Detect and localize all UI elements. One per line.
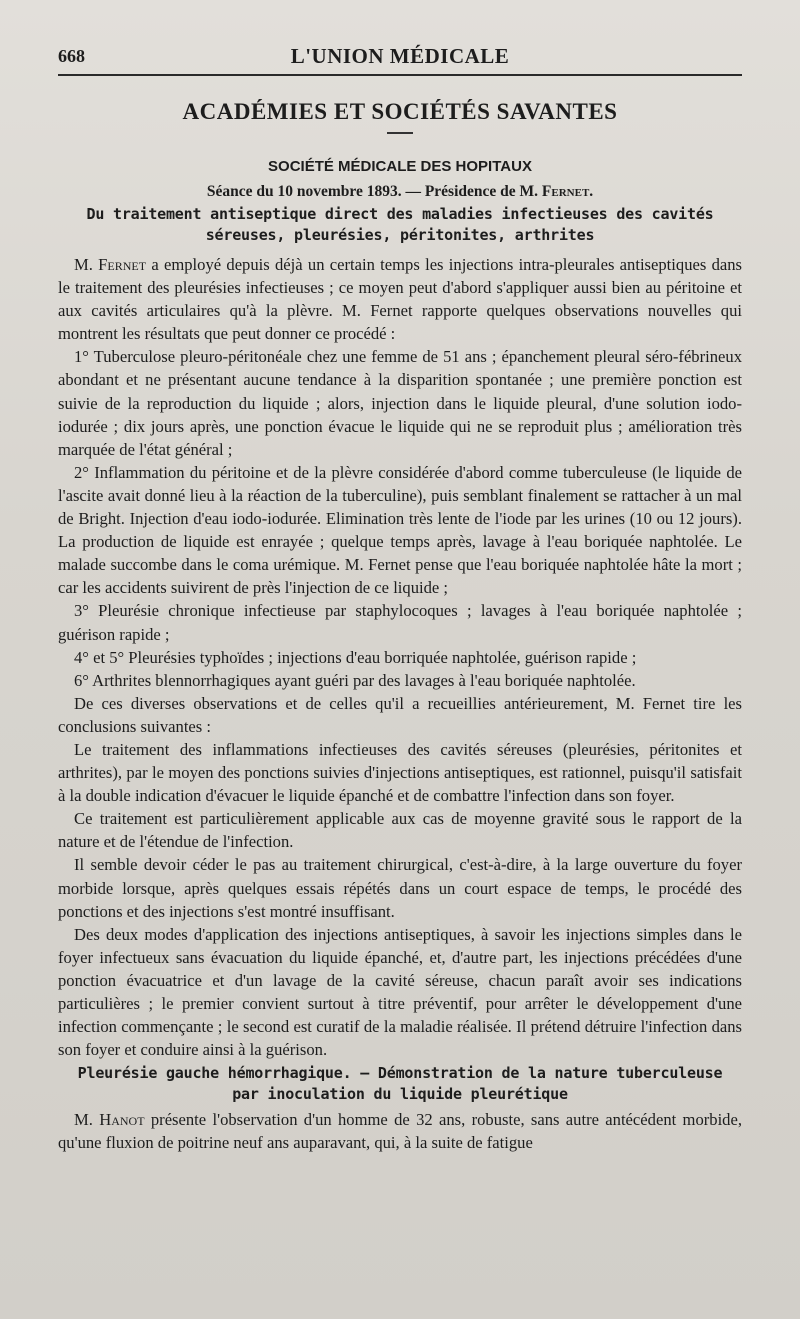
article-title-1-line-2: séreuses, pleurésies, péritonites, arthrites (205, 226, 595, 244)
author-name: M. Fernet (74, 255, 147, 274)
paragraph-observation-4-5: 4° et 5° Pleurésies typhoïdes ; injections d'eau borriquée naphtolée, guérison rapide ; (74, 647, 637, 667)
page-number: 668 (58, 46, 85, 66)
journal-title: L'UNION MÉDICALE (290, 44, 510, 68)
paragraph-observation-1: 1° Tuberculose pleuro-péritonéale chez une femme de 51 ans ; épanchement pleural séro-fébrineux abondant et ne présentant aucune tendance à la disparition spontanée ; une première ponction est suivie de la reproduction du liquide ; alors, injection dans le liquide pleural, d'une solution iodo-iodurée ; dix jours après, une ponction évacue le liquide qui ne se reproduit plus ; amélioration très marquée de l'état général ; (58, 347, 742, 459)
session-text: Séance du 10 novembre 1893. — Présidence de M. (206, 183, 539, 200)
session-president: Fernet. (541, 183, 594, 200)
paragraph-intro: M. Fernet a employé depuis déjà un certain temps les injections intra-pleurales antiseptiques dans le traitement des pleurésies infectieuses ; ce moyen peut d'abord s'appliquer aussi bien au péritoine et aux cavités articulaires qu'à la plèvre. M. Fernet rapporte quelques observations nouvelles qui montrent les résultats que peut donner ce procédé : (58, 255, 742, 344)
article-title-2-line-1: Pleurésie gauche hémorrhagique. — Démonstration de la nature tuberculeuse (77, 1064, 723, 1083)
article-title-1 (58, 204, 742, 246)
session-line (58, 183, 742, 201)
section-title: ACADÉMIES ET SOCIÉTÉS SAVANTES (182, 99, 618, 124)
paragraph-conclusions-intro: De ces diverses observations et de celles qu'il a recueillies antérieurement, M. Fernet tire les conclusions suivantes : (58, 693, 742, 736)
section-divider (387, 132, 413, 134)
running-header (58, 40, 742, 70)
article-title-2 (58, 1063, 742, 1105)
author-name-2: M. Hanot (74, 1110, 145, 1130)
article-title-2-line-2: par inoculation du liquide pleurétique (232, 1085, 568, 1104)
paragraph-conclusion-4: Des deux modes d'application des injections antiseptiques, à savoir les injections simples dans le foyer infectueux sans évacuation du liquide épanché, et, d'autre part, les injections précédées d'une ponction évacuatrice et d'un lavage de la cavité séreuse, chacun paraît avoir ses indications particulières ; le premier convient surtout à titre préventif, pour arrêter le développement d'une infection commençante ; le second est curatif de la maladie réalisée. Il prétend détruire l'infection dans son foyer et conduire ainsi à la guérison. (58, 924, 742, 1060)
article-body-1 (58, 253, 742, 1061)
article-body-2 (58, 1108, 742, 1154)
society-name: SOCIÉTÉ MÉDICALE DES HOPITAUX (268, 158, 532, 175)
paragraph-observation-6: 6° Arthrites blennorrhagiques ayant guéri par des lavages à l'eau boriquée naphtolée. (74, 670, 636, 690)
paragraph-conclusion-1: Le traitement des inflammations infectieuses des cavités séreuses (pleurésies, péritonites et arthrites), par le moyen des ponctions suivies d'injections antiseptiques, est rationnel, puisqu'il satisfait à la double indication d'évacuer le liquide épanché et de combattre l'infection dans son foyer. (58, 739, 742, 806)
paragraph-observation-2: 2° Inflammation du péritoine et de la plèvre considérée d'abord comme tuberculeuse (le liquide de l'ascite avait donné lieu à la réaction de la tuberculine), puis semblant finalement se rattacher à un mal de Bright. Injection d'eau iodo-iodurée. Elimination très lente de l'iode par les urines (10 ou 12 jours). La production de liquide est enrayée ; quelque temps après, lavage à l'eau boriquée naphtolée. Le malade succombe dans le coma urémique. M. Fernet pense que l'eau boriquée naphtolée hâte la mort ; car les accidents suivirent de près l'injection de ce liquide ; (58, 462, 742, 598)
paragraph-conclusion-2: Ce traitement est particulièrement applicable aux cas de moyenne gravité sous le rapport de la nature et de l'étendue de l'infection. (58, 809, 742, 852)
article-title-1-line-1: Du traitement antiseptique direct des maladies infectieuses des cavités (86, 205, 714, 223)
paragraph-observation-3: 3° Pleurésie chronique infectieuse par staphylocoques ; lavages à l'eau boriquée naphtolée ; guérison rapide ; (58, 601, 742, 644)
header-rule (58, 74, 742, 76)
paragraph-hanot: M. Hanot présente l'observation d'un homme de 32 ans, robuste, sans autre antécédent morbide, qu'une fluxion de poitrine neuf ans auparavant, qui, à la suite de fatigue (58, 1110, 742, 1153)
paragraph-conclusion-3: Il semble devoir céder le pas au traitement chirurgical, c'est-à-dire, à la large ouverture du foyer morbide lorsque, après quelques essais répétés dans un court espace de temps, le procédé des ponctions et des injections s'est montré insuffisant. (58, 855, 742, 921)
